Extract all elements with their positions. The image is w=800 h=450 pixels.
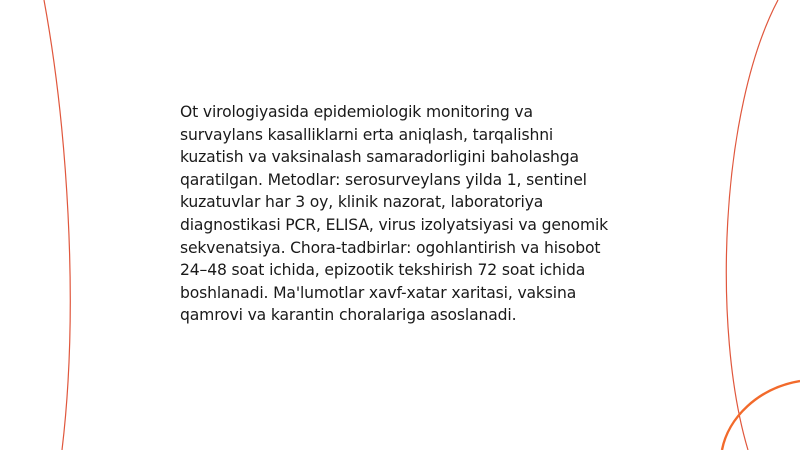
right-arc bbox=[726, 0, 778, 450]
body-paragraph: Ot virologiyasida epidemiologik monitoring va survaylans kasalliklarni erta aniqlash, tarqalishni kuzatish va vaksinalash samaradorligini baholashga qaratilgan. Metodlar: serosurveylans yilda 1, sentinel kuzatuvlar har 3 oy, klinik nazorat, laboratoriya diagnostikasi PCR, ELISA, virus izolyatsiyasi va genomik sekvenatsiya. Chora-tadbirlar: ogohlantirish va hisobot 24–48 soat ichida, epizootik tekshirish 72 soat ichida boshlanadi. Ma'lumotlar xavf-xatar xaritasi, vaksina qamrovi va karantin choralariga asoslanadi. bbox=[180, 103, 609, 325]
left-arc bbox=[44, 0, 70, 450]
bottom-right-arc bbox=[722, 381, 800, 450]
